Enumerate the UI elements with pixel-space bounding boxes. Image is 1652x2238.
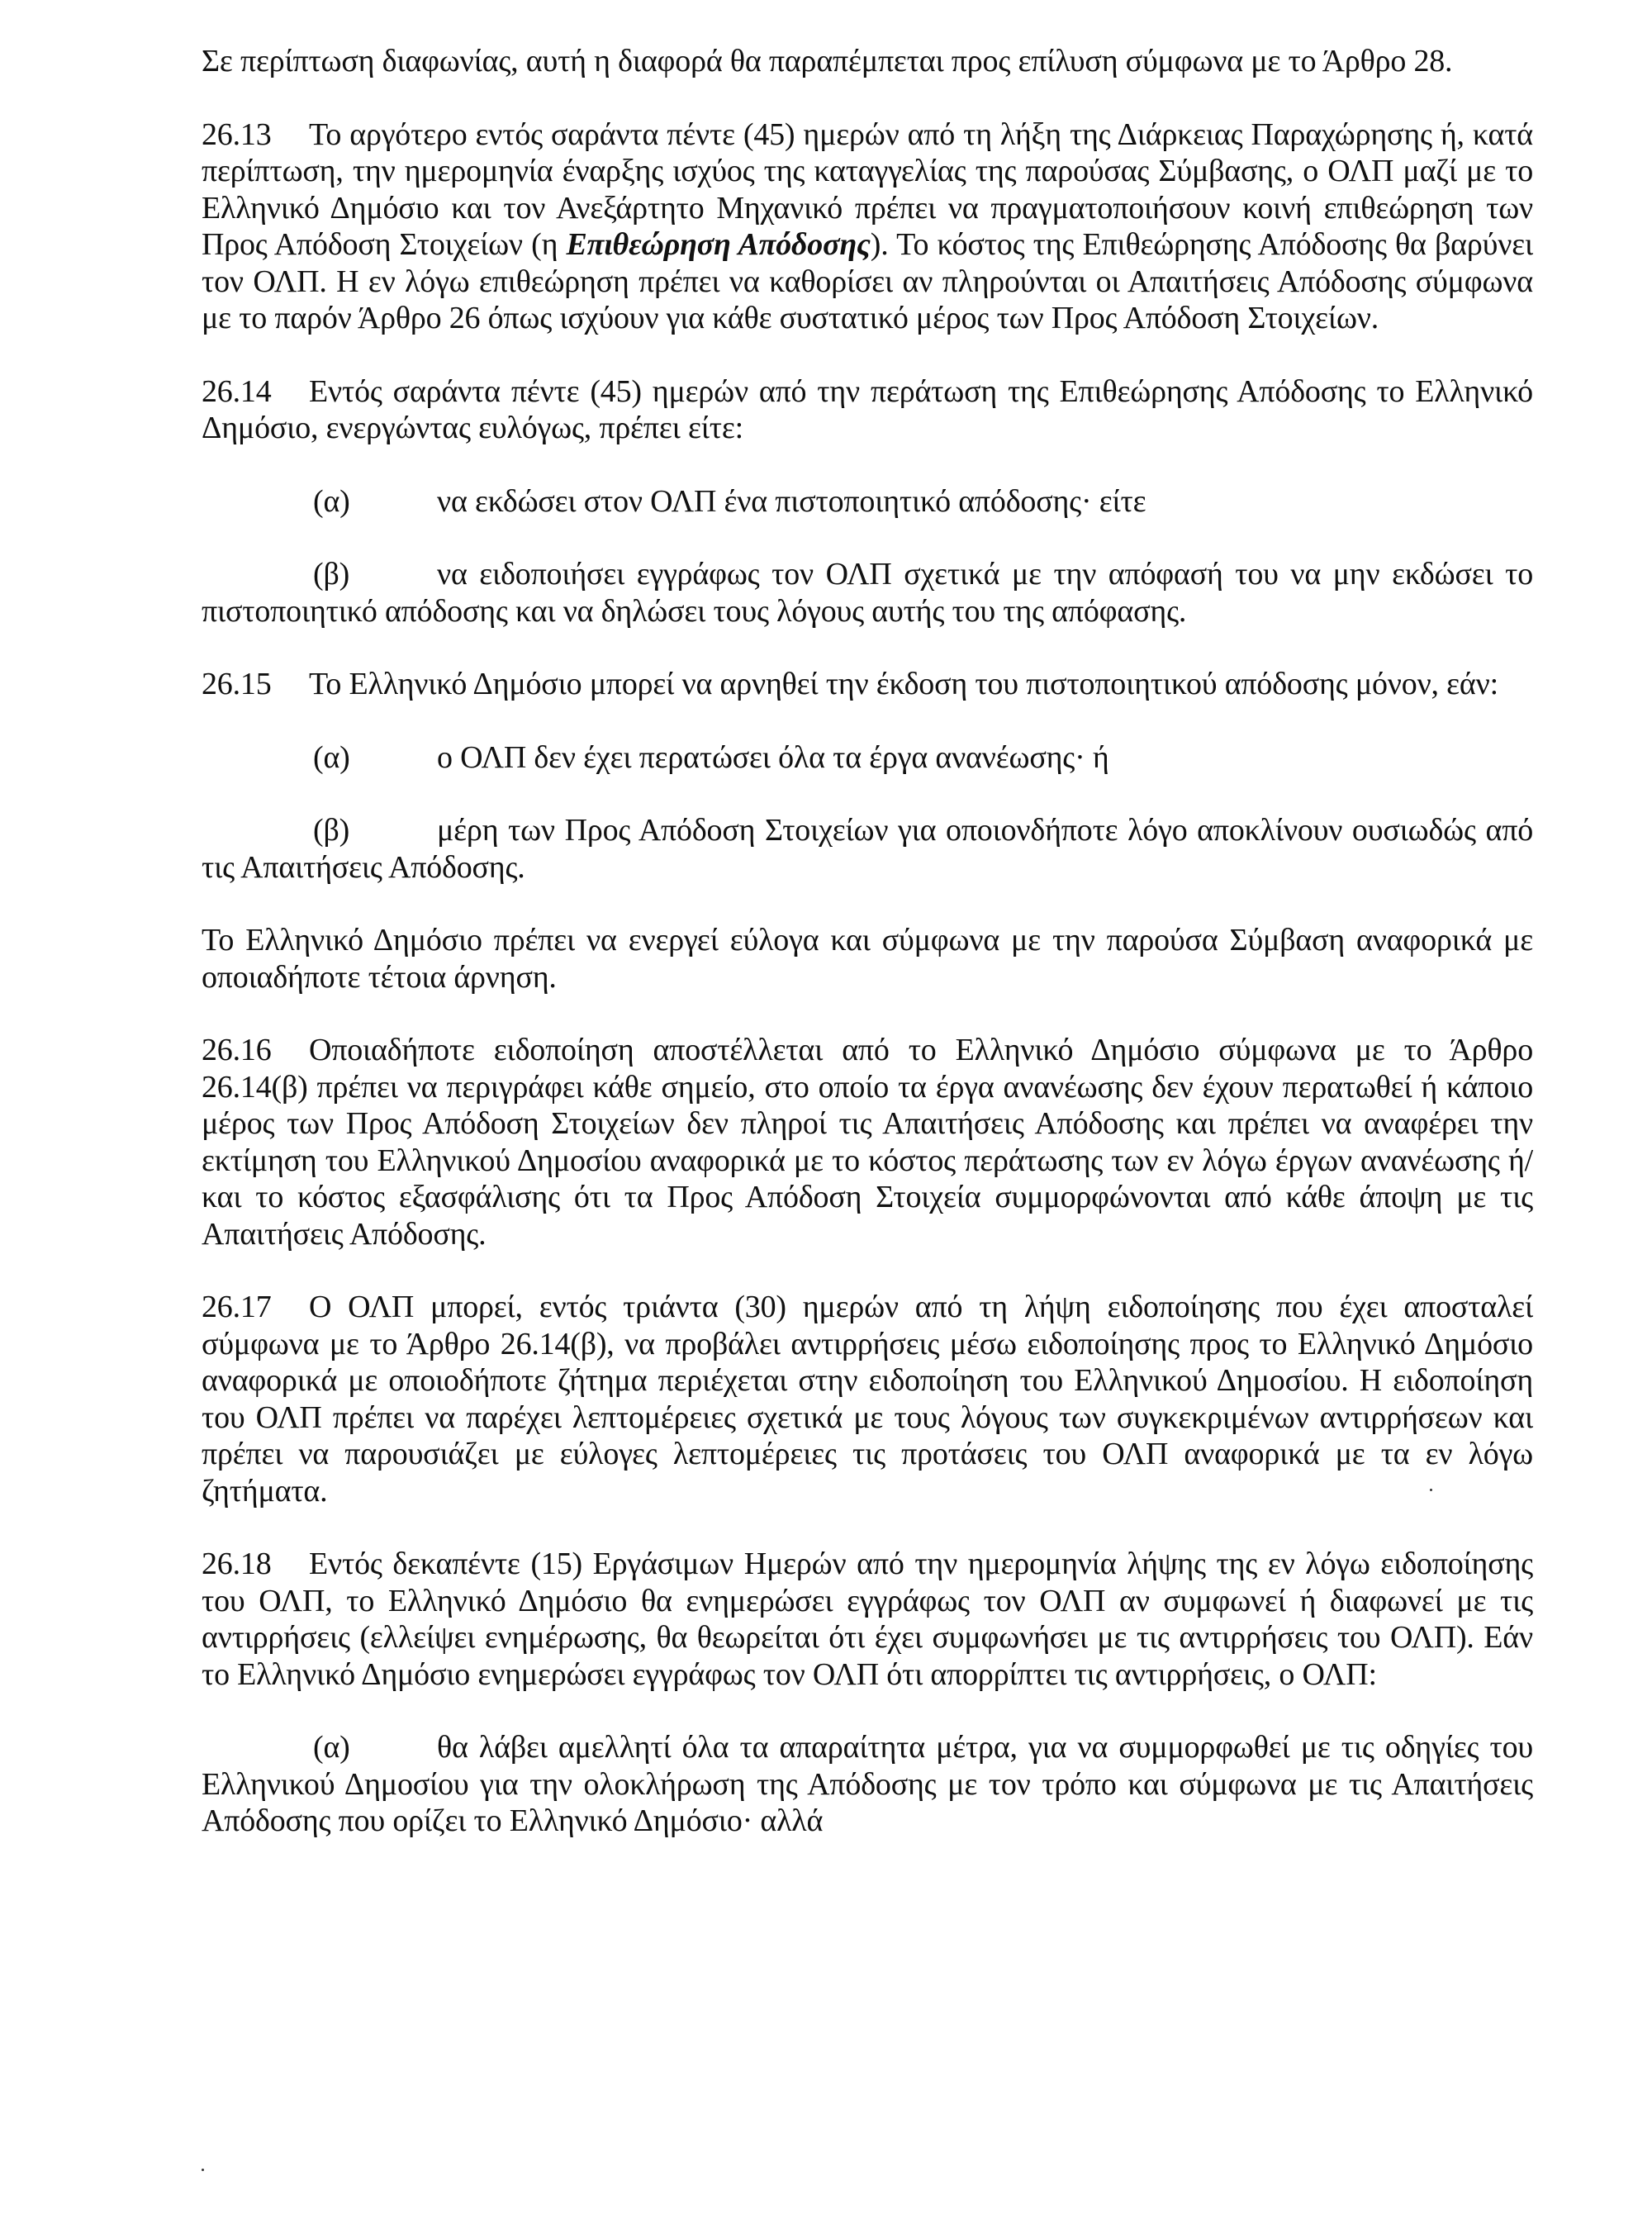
clause-text: Το Ελληνικό Δημόσιο μπορεί να αρνηθεί την έκδοση του πιστοποιητικού απόδοσης μόνον, εάν: <box>309 667 1498 701</box>
clause-26-13 <box>202 116 1533 337</box>
clause-26-15 <box>202 666 1533 703</box>
sub-item-label: (α) <box>313 739 350 775</box>
sub-item-text: να εκδώσει στον ΟΛΠ ένα πιστοποιητικό απόδοσης· είτε <box>437 483 1146 519</box>
sub-item <box>202 812 1533 886</box>
clause-number: 26.17 <box>202 1290 272 1324</box>
clause-number: 26.15 <box>202 667 272 701</box>
scan-speck <box>1430 1489 1432 1491</box>
clause-number: 26.14 <box>202 373 272 409</box>
clause-text: Εντός σαράντα πέντε (45) ημερών από την περάτωση της Επιθεώρησης Απόδοσης το Ελληνικό Δημόσιο, ενεργώντας ευλόγως, πρέπει είτε: <box>202 373 1533 445</box>
clause-text-continued: ). Το κόστος της Επιθεώρησης Απόδοσης θα βαρύνει τον ΟΛΠ. Η εν λόγω επιθεώρηση πρέπει να καθορίσει αν πληρούνται οι Απαιτήσεις Απόδοσης σύμφωνα με το παρόν Άρθρο 26 όπως ισχύουν για κάθε συστατικό μέρος των Προς Απόδοση Στοιχείων. <box>202 227 1533 335</box>
intro-text: Σε περίπτωση διαφωνίας, αυτή η διαφορά θα παραπέμπεται προς επίλυση σύμφωνα με το Άρθρο 28. <box>202 44 1453 78</box>
clause-text: Ο ΟΛΠ μπορεί, εντός τριάντα (30) ημερών από τη λήψη ειδοποίησης που έχει αποσταλεί σύμφωνα με το Άρθρο 26.14(β), να προβάλει αντιρρήσεις μέσω ειδοποίησης προς το Ελληνικό Δημόσιο αναφορικά με οποιοδήποτε ζήτημα περιέχεται στην ειδοποίηση του Ελληνικού Δημοσίου. Η ειδοποίηση του ΟΛΠ πρέπει να παρέχει λεπτομέρειες σχετικά με τους λόγους των συγκεκριμένων αντιρρήσεων και πρέπει να παρουσιάζει με εύλογες λεπτομέρειες τις προτάσεις του ΟΛΠ αναφορικά με τα εν λόγω ζητήματα. <box>202 1290 1533 1509</box>
sub-item-label: (β) <box>313 813 350 848</box>
clause-number: 26.13 <box>202 116 272 152</box>
sub-item-text: ο ΟΛΠ δεν έχει περατώσει όλα τα έργα ανανέωσης· ή <box>437 739 1109 775</box>
sub-item-text: να ειδοποιήσει εγγράφως τον ΟΛΠ σχετικά με την απόφασή του να μην εκδώσει το πιστοποιητικό απόδοσης και να δηλώσει τους λόγους αυτής του της απόφασης. <box>202 557 1533 629</box>
intro-paragraph <box>202 43 1533 80</box>
scan-speck <box>202 2169 204 2171</box>
sub-item-label: (α) <box>313 483 350 519</box>
sub-item <box>202 1729 1533 1840</box>
clause-number: 26.18 <box>202 1547 272 1581</box>
clause-26-17 <box>202 1289 1533 1509</box>
sub-item <box>202 739 1533 777</box>
clause-26-14 <box>202 373 1533 447</box>
document-page <box>202 43 1533 1876</box>
clause-26-18 <box>202 1546 1533 1693</box>
sub-item <box>202 483 1533 520</box>
defined-term: Επιθεώρηση Απόδοσης <box>566 227 871 262</box>
clause-closing-paragraph <box>202 922 1533 995</box>
closing-text: Το Ελληνικό Δημόσιο πρέπει να ενεργεί εύλογα και σύμφωνα με την παρούσα Σύμβαση αναφορικά με οποιαδήποτε τέτοια άρνηση. <box>202 923 1533 995</box>
sub-item <box>202 556 1533 630</box>
clause-text: Εντός δεκαπέντε (15) Εργάσιμων Ημερών από την ημερομηνία λήψης της εν λόγω ειδοποίησης του ΟΛΠ, το Ελληνικό Δημόσιο θα ενημερώσει εγγράφως τον ΟΛΠ αν συμφωνεί ή διαφωνεί με τις αντιρρήσεις (ελλείψει ενημέρωσης, θα θεωρείται ότι έχει συμφωνήσει με τις αντιρρήσεις του ΟΛΠ). Εάν το Ελληνικό Δημόσιο ενημερώσει εγγράφως τον ΟΛΠ ότι απορρίπτει τις αντιρρήσεις, ο ΟΛΠ: <box>202 1547 1533 1692</box>
clause-text: Το αργότερο εντός σαράντα πέντε (45) ημερών από τη λήξη της Διάρκειας Παραχώρησης ή, κατά περίπτωση, την ημερομηνία έναρξης ισχύος της καταγγελίας της παρούσας Σύμβασης, ο ΟΛΠ μαζί με το Ελληνικό Δημόσιο και τον Ανεξάρτητο Μηχανικό πρέπει να πραγματοποιήσουν κοινή επιθεώρηση των Προς Απόδοση Στοιχείων (η <box>202 116 1533 262</box>
clause-text: Οποιαδήποτε ειδοποίηση αποστέλλεται από το Ελληνικό Δημόσιο σύμφωνα με το Άρθρο 26.14(β) πρέπει να περιγράφει κάθε σημείο, στο οποίο τα έργα ανανέωσης δεν έχουν περατωθεί ή κάποιο μέρος των Προς Απόδοση Στοιχείων δεν πληροί τις Απαιτήσεις Απόδοσης και πρέπει να αναφέρει την εκτίμηση του Ελληνικού Δημοσίου αναφορικά με το κόστος περάτωσης των εν λόγω έργων ανανέωσης ή/και το κόστος εξασφάλισης ότι τα Προς Απόδοση Στοιχεία συμμορφώνονται από κάθε άποψη με τις Απαιτήσεις Απόδοσης. <box>202 1033 1533 1252</box>
clause-26-16 <box>202 1032 1533 1252</box>
sub-item-text: μέρη των Προς Απόδοση Στοιχείων για οποιονδήποτε λόγο αποκλίνουν ουσιωδώς από τις Απαιτήσεις Απόδοσης. <box>202 813 1533 885</box>
sub-item-label: (β) <box>313 557 350 592</box>
sub-item-label: (α) <box>313 1730 350 1765</box>
sub-item-text: θα λάβει αμελλητί όλα τα απαραίτητα μέτρα, για να συμμορφωθεί με τις οδηγίες του Ελληνικού Δημοσίου για την ολοκλήρωση της Απόδοσης με τον τρόπο και σύμφωνα με τις Απαιτήσεις Απόδοσης που ορίζει το Ελληνικό Δημόσιο· αλλά <box>202 1730 1533 1838</box>
clause-number: 26.16 <box>202 1033 272 1067</box>
